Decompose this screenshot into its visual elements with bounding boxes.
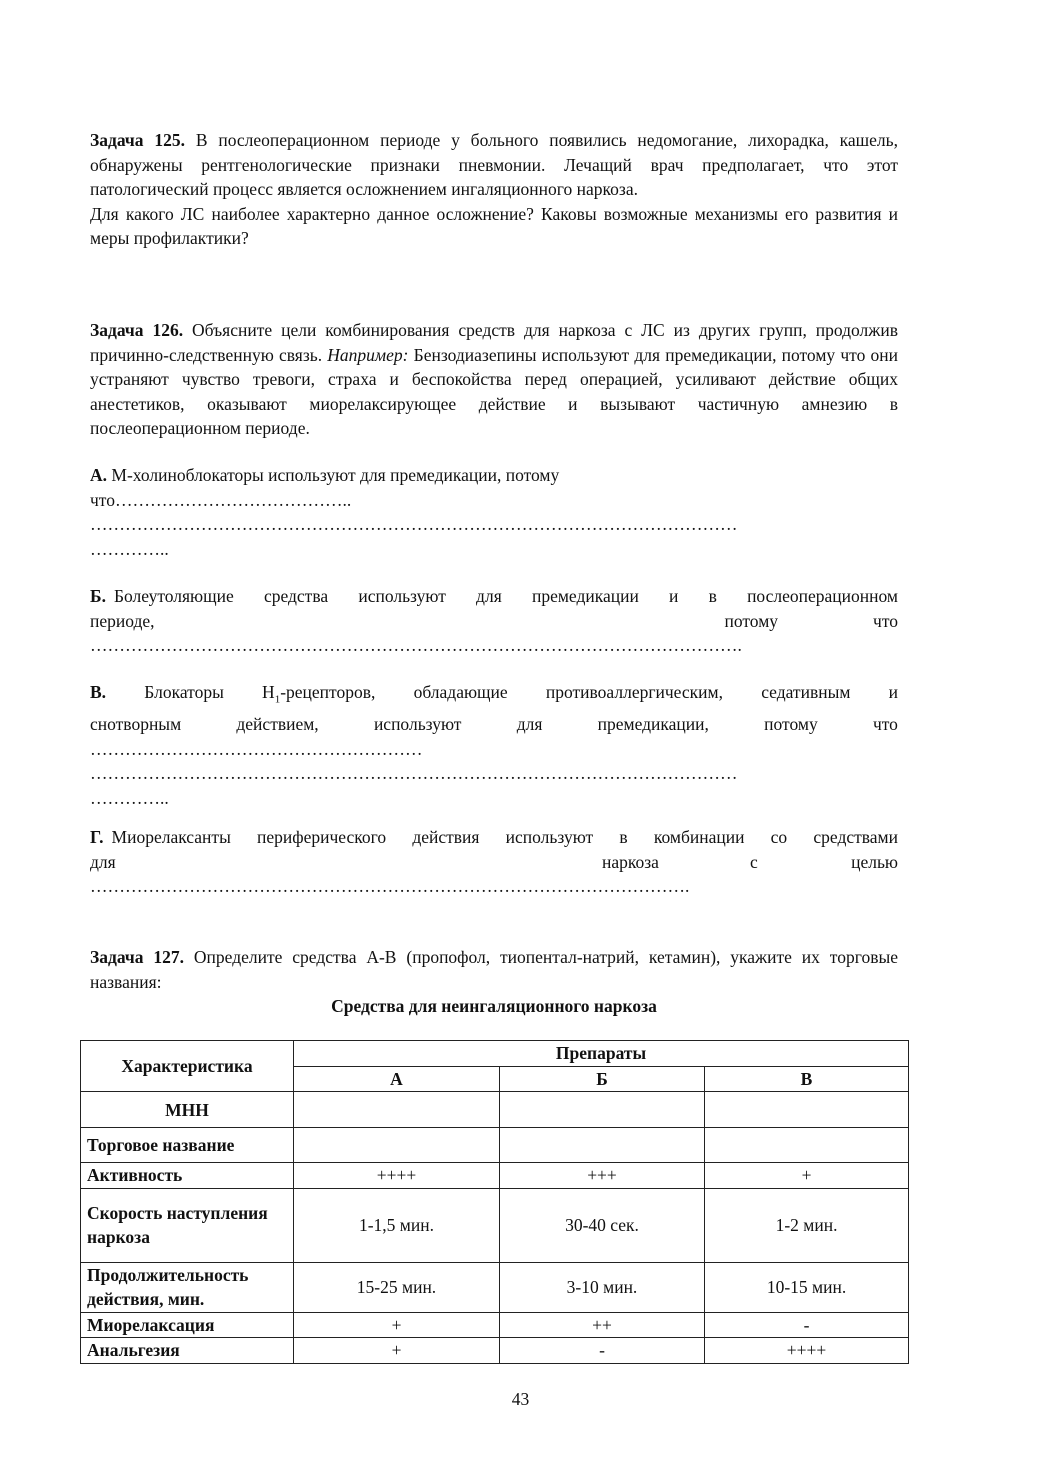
item-v-word: что [872,714,898,734]
table-cell: 1-2 мин. [705,1188,909,1262]
item-v-text-b: -рецепторов, обладающие противоаллергическим, седативным и [280,682,898,702]
table-cell: +++ [500,1163,705,1189]
table-cell: 1-1,5 мин. [294,1188,500,1262]
item-g-word3: с [750,851,758,872]
table-cell: + [294,1312,500,1338]
header-drugs: Препараты [294,1041,909,1067]
item-a-blank-end: ………….. [90,538,169,559]
table-cell [294,1128,500,1163]
task-125-text: В послеоперационном периоде у больного появились недомогание, лихорадка, кашель, обнаружены рентгенологические признаки пневмонии. Лечащий врач предполагает, что этот патологический процесс является осложнением ингаляционного наркоза. [90,130,899,199]
item-g-blank-line: …………………………………………………………………………………………. [90,876,690,896]
task-126-label: Задача 126. [90,320,184,340]
item-g-word2: наркоза [602,851,659,872]
item-a-blank-line: ………………………………………………………………………………………………… [90,514,738,534]
header-col-b: Б [500,1066,705,1092]
table-cell: + [294,1338,500,1364]
item-g-word1: для [90,851,116,872]
task-126-text: Объясните цели комбинирования средств для наркоза с ЛС из других групп, продолжив причинно-следственную связь. [90,320,899,365]
item-v-word: действием, [236,714,319,734]
row-label: Анальгезия [81,1338,294,1364]
item-v-blank-short: ………………………………………………… [90,738,423,759]
task-126-example-text: Бензодиазепины используют для премедикации, потому что они устраняют чувство тревоги, страха и беспокойства перед операцией, усиливают действие общих анестетиков, оказывают миорелаксирующее действие и вызывают частичную амнезию в послеоперационном периоде. [90,344,898,438]
table-cell: ++++ [705,1338,909,1364]
task-126-item-b [90,584,898,658]
task-125-question: Для какого ЛС наиболее характерно данное осложнение? Каковы возможные механизмы его развития и меры профилактики? [90,203,898,248]
table-row [81,1188,909,1262]
table-row [81,1092,909,1128]
item-v-word: премедикации, [597,714,709,734]
task-126-item-a [90,463,898,561]
item-a-text: М-холиноблокаторы используют для премедикации, потому [111,465,560,485]
table-row [81,1312,909,1338]
table-cell: 3-10 мин. [500,1262,705,1312]
row-label: Торговое название [81,1128,294,1163]
table-cell [294,1092,500,1128]
table-cell: - [705,1312,909,1338]
item-v-blank-end: ………….. [90,787,169,808]
task-127-text: Определите средства А-В (пропофол, тиопентал-натрий, кетамин), укажите их торговые названия: [90,947,899,992]
item-v-word: потому [764,714,818,734]
table-cell: 30-40 сек. [500,1188,705,1262]
item-g-letter: Г. [90,827,104,847]
item-v-letter: В. [90,682,107,702]
table-cell [500,1128,705,1163]
table-cell: + [705,1163,909,1189]
item-a-letter: А. [90,465,108,485]
task-127-label: Задача 127. [90,947,185,967]
item-b-word1: периоде, [90,610,155,631]
table-header-row [81,1041,909,1067]
item-g-text: Миорелаксанты периферического действия используют в комбинации со средствами [111,827,898,847]
task-127 [90,945,898,994]
table-cell [705,1128,909,1163]
item-b-word2: потому [724,610,779,631]
table-row [81,1163,909,1189]
item-b-blank-line: …………………………………………………………………………………………………. [90,635,742,655]
item-b-letter: Б. [90,586,106,606]
item-v-word: используют [373,714,462,734]
row-label: Активность [81,1163,294,1189]
task-125 [90,128,898,251]
page-number: 43 [511,1389,530,1409]
table-cell [705,1092,909,1128]
item-v-blank-line: ………………………………………………………………………………………………… [90,763,738,783]
drugs-table [80,1040,909,1364]
row-label: Продолжительность действия, мин. [81,1262,294,1312]
item-v-line2 [90,712,898,737]
item-v-word: снотворным [90,714,182,734]
task-125-label: Задача 125. [90,130,185,150]
item-v-text-a: Блокаторы H [144,682,275,702]
table-cell: 15-25 мин. [294,1262,500,1312]
table-title-text: Средства для неингаляционного наркоза [331,996,657,1016]
task-126-example-label: Например: [327,344,409,365]
header-col-a: А [294,1066,500,1092]
table-row [81,1128,909,1163]
table-cell: ++++ [294,1163,500,1189]
item-b-text: Болеутоляющие средства используют для премедикации и в послеоперационном [113,586,898,606]
header-characteristic: Характеристика [81,1041,294,1092]
task-126-item-g [90,825,898,899]
table-cell: ++ [500,1312,705,1338]
row-label: Скорость наступления наркоза [81,1188,294,1262]
table-cell: 10-15 мин. [705,1262,909,1312]
header-col-v: В [705,1066,909,1092]
row-label: МНН [81,1092,294,1128]
item-g-line2 [90,850,898,875]
table-row [81,1262,909,1312]
item-v-word: для [516,714,543,734]
table-row [81,1338,909,1364]
task-125-body [90,128,898,202]
task-126 [90,318,898,441]
row-label: Миорелаксация [81,1312,294,1338]
table-cell: - [500,1338,705,1364]
table-title [90,994,898,1019]
item-v-subscript: 1 [274,693,281,706]
table-cell [500,1092,705,1128]
item-b-word3: что [873,610,898,631]
item-g-word4: целью [851,851,898,872]
task-126-item-v [90,680,898,810]
item-a-line2: что………………………………….. [90,489,352,510]
